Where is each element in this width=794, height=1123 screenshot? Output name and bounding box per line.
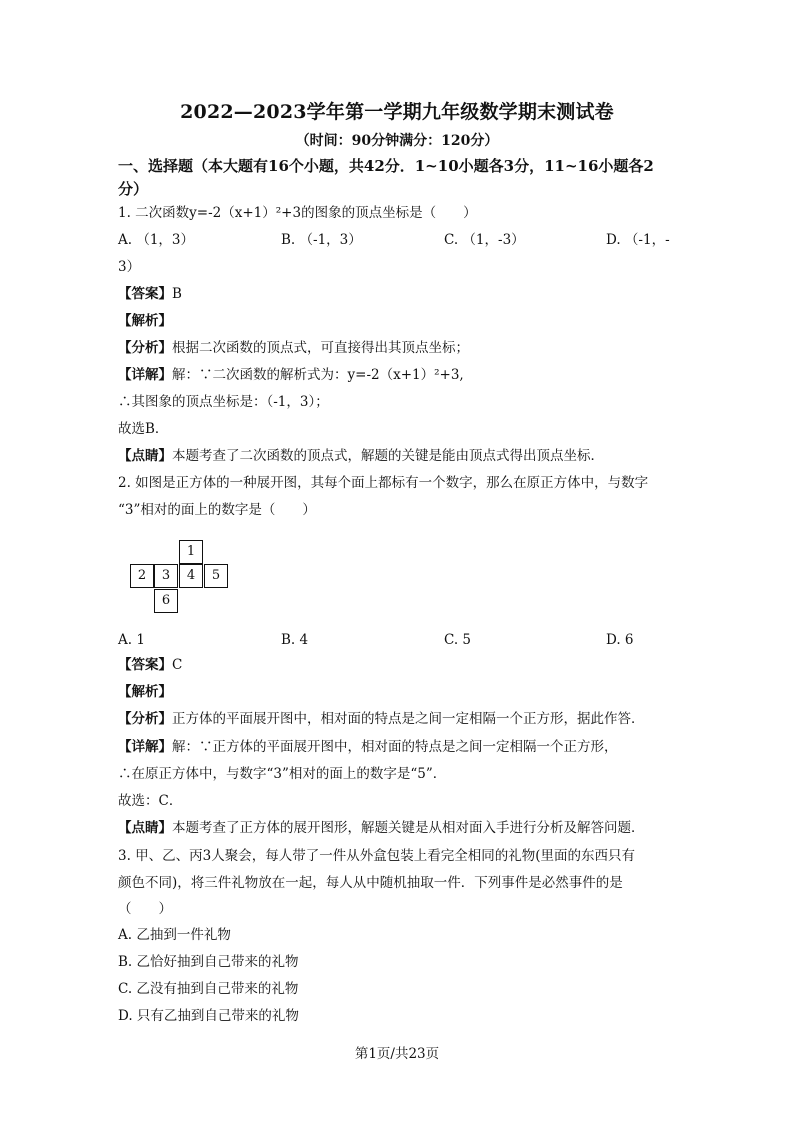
fenxi-label: 【分析】: [118, 711, 172, 727]
dianjing-label: 【点睛】: [118, 448, 172, 464]
q1-dianjing: [118, 447, 604, 465]
q2-choose: 故选：C．: [118, 793, 183, 809]
q1-fenxi: [118, 339, 469, 357]
q2-option-d: D. 6: [606, 632, 634, 648]
q2-dianjing: [118, 819, 645, 837]
q3-option-b: B. 乙恰好抽到自己带来的礼物: [118, 954, 299, 970]
q3-option-a: A. 乙抽到一件礼物: [118, 927, 231, 943]
question-2-stem: 2. 如图是正方体的一种展开图，其每个面上都标有一个数字，那么在原正方体中，与数字: [118, 475, 649, 491]
q1-therefore: ∴其图象的顶点坐标是：（-1，3）；: [118, 394, 329, 410]
q2-xiangjie: [118, 738, 618, 756]
q1-xiangjie: [118, 366, 464, 384]
question-1-stem: 1. 二次函数y=-2（x+1）²+3的图象的顶点坐标是（ ）: [118, 205, 477, 221]
q2-answer: [118, 656, 182, 674]
dianjing-text: 本题考查了正方体的展开图形，解题关键是从相对面入手进行分析及解答问题．: [172, 820, 645, 836]
q1-answer: [118, 285, 182, 303]
xiangjie-text: 解：∵二次函数的解析式为：y=-2（x+1）²+3,: [172, 367, 464, 383]
q2-option-b: B. 4: [281, 632, 309, 648]
net-cell-6: 6: [154, 589, 178, 613]
q3-option-d: D. 只有乙抽到自己带来的礼物: [118, 1008, 299, 1024]
net-cell-3: 3: [154, 564, 178, 588]
fenxi-text: 正方体的平面展开图中，相对面的特点是之间一定相隔一个正方形，据此作答．: [172, 711, 645, 727]
net-cell-2: 2: [130, 564, 154, 588]
question-2-stem-cont: “3”相对的面上的数字是（ ）: [118, 502, 316, 518]
xiangjie-label: 【详解】: [118, 739, 172, 755]
net-cell-5: 5: [204, 564, 228, 588]
q1-choose: 故选B．: [118, 421, 169, 437]
answer-label: 【答案】: [118, 286, 172, 302]
q2-option-c: C. 5: [444, 632, 472, 648]
q2-option-a: A. 1: [118, 632, 145, 648]
question-3-stem: 3. 甲、乙、丙3人聚会，每人带了一件从外盒包装上看完全相同的礼物(里面的东西只有: [118, 848, 636, 864]
exam-subtitle: （时间：90分钟满分：120分）: [295, 133, 499, 149]
q1-option-d-wrap: 3）: [118, 259, 141, 275]
q3-option-c: C. 乙没有抽到自己带来的礼物: [118, 981, 299, 997]
answer-value: B: [172, 286, 182, 302]
q1-option-a: A. （1，3）: [118, 232, 195, 248]
fenxi-label: 【分析】: [118, 340, 172, 356]
q2-analysis-label: 【解析】: [118, 684, 172, 700]
q2-fenxi: [118, 710, 645, 728]
q1-option-d: D. （-1，-: [606, 232, 670, 248]
xiangjie-text: 解：∵正方体的平面展开图中，相对面的特点是之间一定相隔一个正方形，: [172, 739, 618, 755]
net-cell-1: 1: [179, 540, 203, 564]
section-heading-cont: 分）: [118, 180, 149, 198]
dianjing-label: 【点睛】: [118, 820, 172, 836]
question-3-stem-paren: （ ）: [118, 901, 172, 917]
question-3-stem-cont: 颜色不同)，将三件礼物放在一起，每人从中随机抽取一件．下列事件是必然事件的是: [118, 875, 623, 891]
q1-option-b: B. （-1，3）: [281, 232, 362, 248]
xiangjie-label: 【详解】: [118, 367, 172, 383]
section-heading: 一、选择题（本大题有16个小题，共42分．1~10小题各3分，11~16小题各2: [118, 157, 654, 175]
q1-analysis-label: 【解析】: [118, 313, 172, 329]
q2-therefore: ∴在原正方体中，与数字“3”相对的面上的数字是“5”．: [118, 766, 447, 782]
q1-option-c: C. （1，-3）: [444, 232, 525, 248]
answer-label: 【答案】: [118, 657, 172, 673]
page-number: 第1页/共23页: [354, 1046, 440, 1062]
dianjing-text: 本题考查了二次函数的顶点式，解题的关键是能由顶点式得出顶点坐标．: [172, 448, 604, 464]
net-cell-4: 4: [179, 564, 203, 588]
fenxi-text: 根据二次函数的顶点式，可直接得出其顶点坐标；: [172, 340, 469, 356]
exam-title: 2022—2023学年第一学期九年级数学期末测试卷: [180, 101, 614, 123]
answer-value: C: [172, 657, 183, 673]
